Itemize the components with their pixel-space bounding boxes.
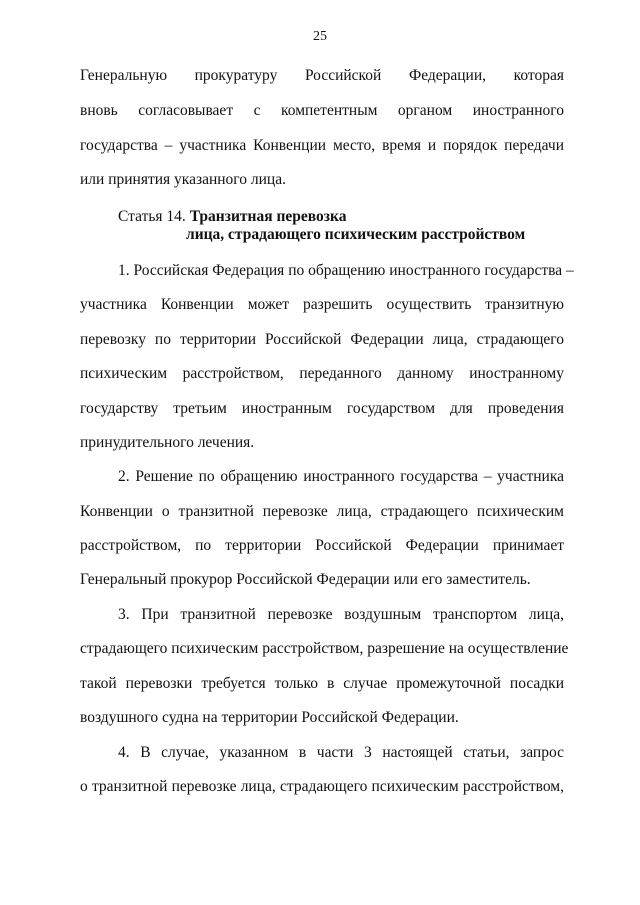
article-title-line2: лица, страдающего психическим расстройством [186,226,526,243]
text-line: Генеральный прокурор Российской Федерации или его заместитель. [80,571,531,588]
text-line: о транзитной перевозке лица, страдающего психическим расстройством, [80,778,564,795]
text-line: перевозку по территории Российской Федерации лица, страдающего [80,331,564,348]
text-line: государства – участника Конвенции место, время и порядок передачи [80,137,564,154]
text-line: 2. Решение по обращению иностранного государства – участника [118,468,564,485]
article-prefix: Статья 14. [118,208,190,225]
text-line: Генеральную прокуратуру Российской Федерации, которая [80,67,564,84]
text-line: 3. При транзитной перевозке воздушным транспортом лица, [118,606,564,623]
text-line: государству третьим иностранным государством для проведения [80,400,564,417]
article-title: Транзитная перевозка [189,208,347,225]
page-number: 25 [313,29,327,44]
text-line: воздушного судна на территории Российской Федерации. [80,709,459,726]
text-line: или принятия указанного лица. [80,171,286,188]
text-line: такой перевозки требуется только в случае промежуточной посадки [80,675,564,692]
text-line: расстройством, по территории Российской Федерации принимает [80,537,564,554]
text-line: участника Конвенции может разрешить осуществить транзитную [80,296,564,313]
text-line: 1. Российская Федерация по обращению иностранного государства – [118,262,574,279]
text-line: принудительного лечения. [80,434,255,451]
text-line: психическим расстройством, переданного данному иностранному [80,365,564,382]
article-heading [118,207,558,227]
text-line: страдающего психическим расстройством, разрешение на осуществление [80,640,569,657]
text-line: 4. В случае, указанном в части 3 настоящей статьи, запрос [118,744,564,761]
text-line: Конвенции о транзитной перевозке лица, страдающего психическим [80,503,564,520]
text-line: вновь согласовывает с компетентным органом иностранного [80,102,564,119]
